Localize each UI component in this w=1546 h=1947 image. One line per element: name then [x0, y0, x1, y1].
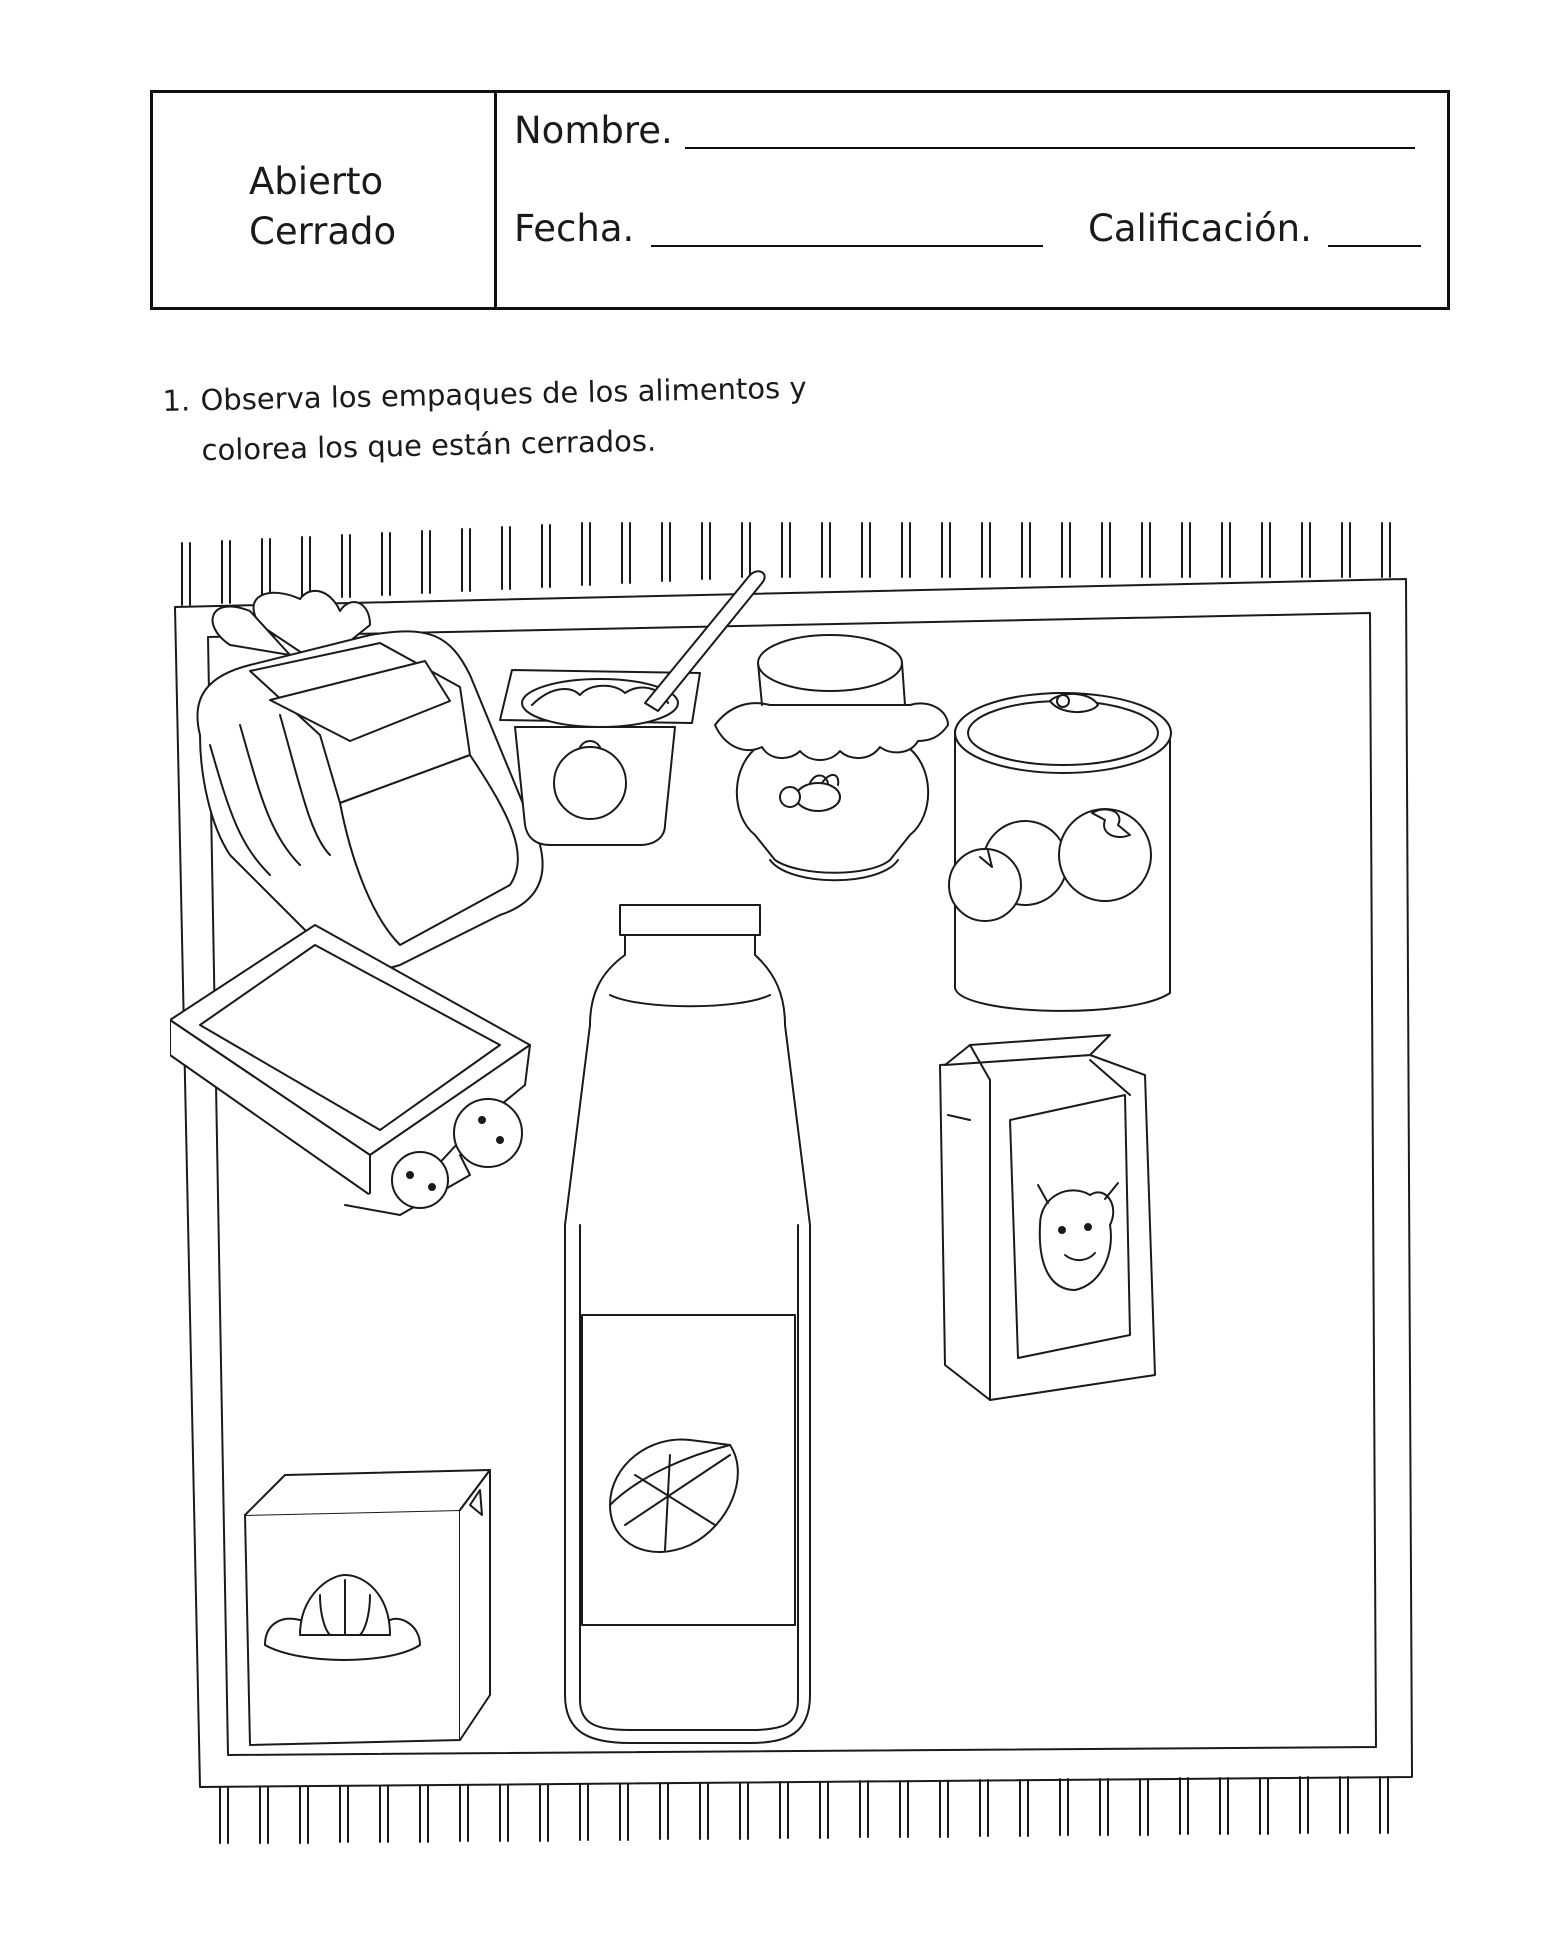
food-packages-illustration [170, 515, 1430, 1845]
instruction-text [162, 363, 808, 476]
topic-title [249, 157, 396, 257]
name-field[interactable] [685, 147, 1415, 149]
rug-bottom-fringe [220, 1777, 1388, 1843]
bread-bag-open [197, 591, 542, 969]
instruction-number: 1. [162, 383, 191, 418]
name-label: Nombre. [514, 109, 673, 152]
header-box [150, 90, 1450, 310]
honey-jar-closed [715, 635, 948, 880]
milk-carton-closed [940, 1035, 1155, 1400]
date-label: Fecha. [514, 207, 635, 250]
gelatin-box-closed [245, 1470, 490, 1745]
topic-line-closed: Cerrado [249, 210, 397, 253]
cookie-box-open [170, 925, 530, 1215]
juice-bottle-closed [565, 905, 810, 1743]
instruction-line-2: colorea los que están cerrados. [201, 423, 657, 468]
topic-line-open: Abierto [249, 160, 384, 203]
grade-field[interactable] [1328, 245, 1421, 247]
instruction-line-1: Observa los empaques de los alimentos y [200, 370, 807, 418]
date-field[interactable] [651, 245, 1043, 247]
tomato-can-closed [949, 693, 1171, 1011]
yogurt-cup-open [500, 571, 765, 845]
topic-cell [153, 93, 497, 307]
grade-label: Calificación. [1088, 207, 1312, 250]
